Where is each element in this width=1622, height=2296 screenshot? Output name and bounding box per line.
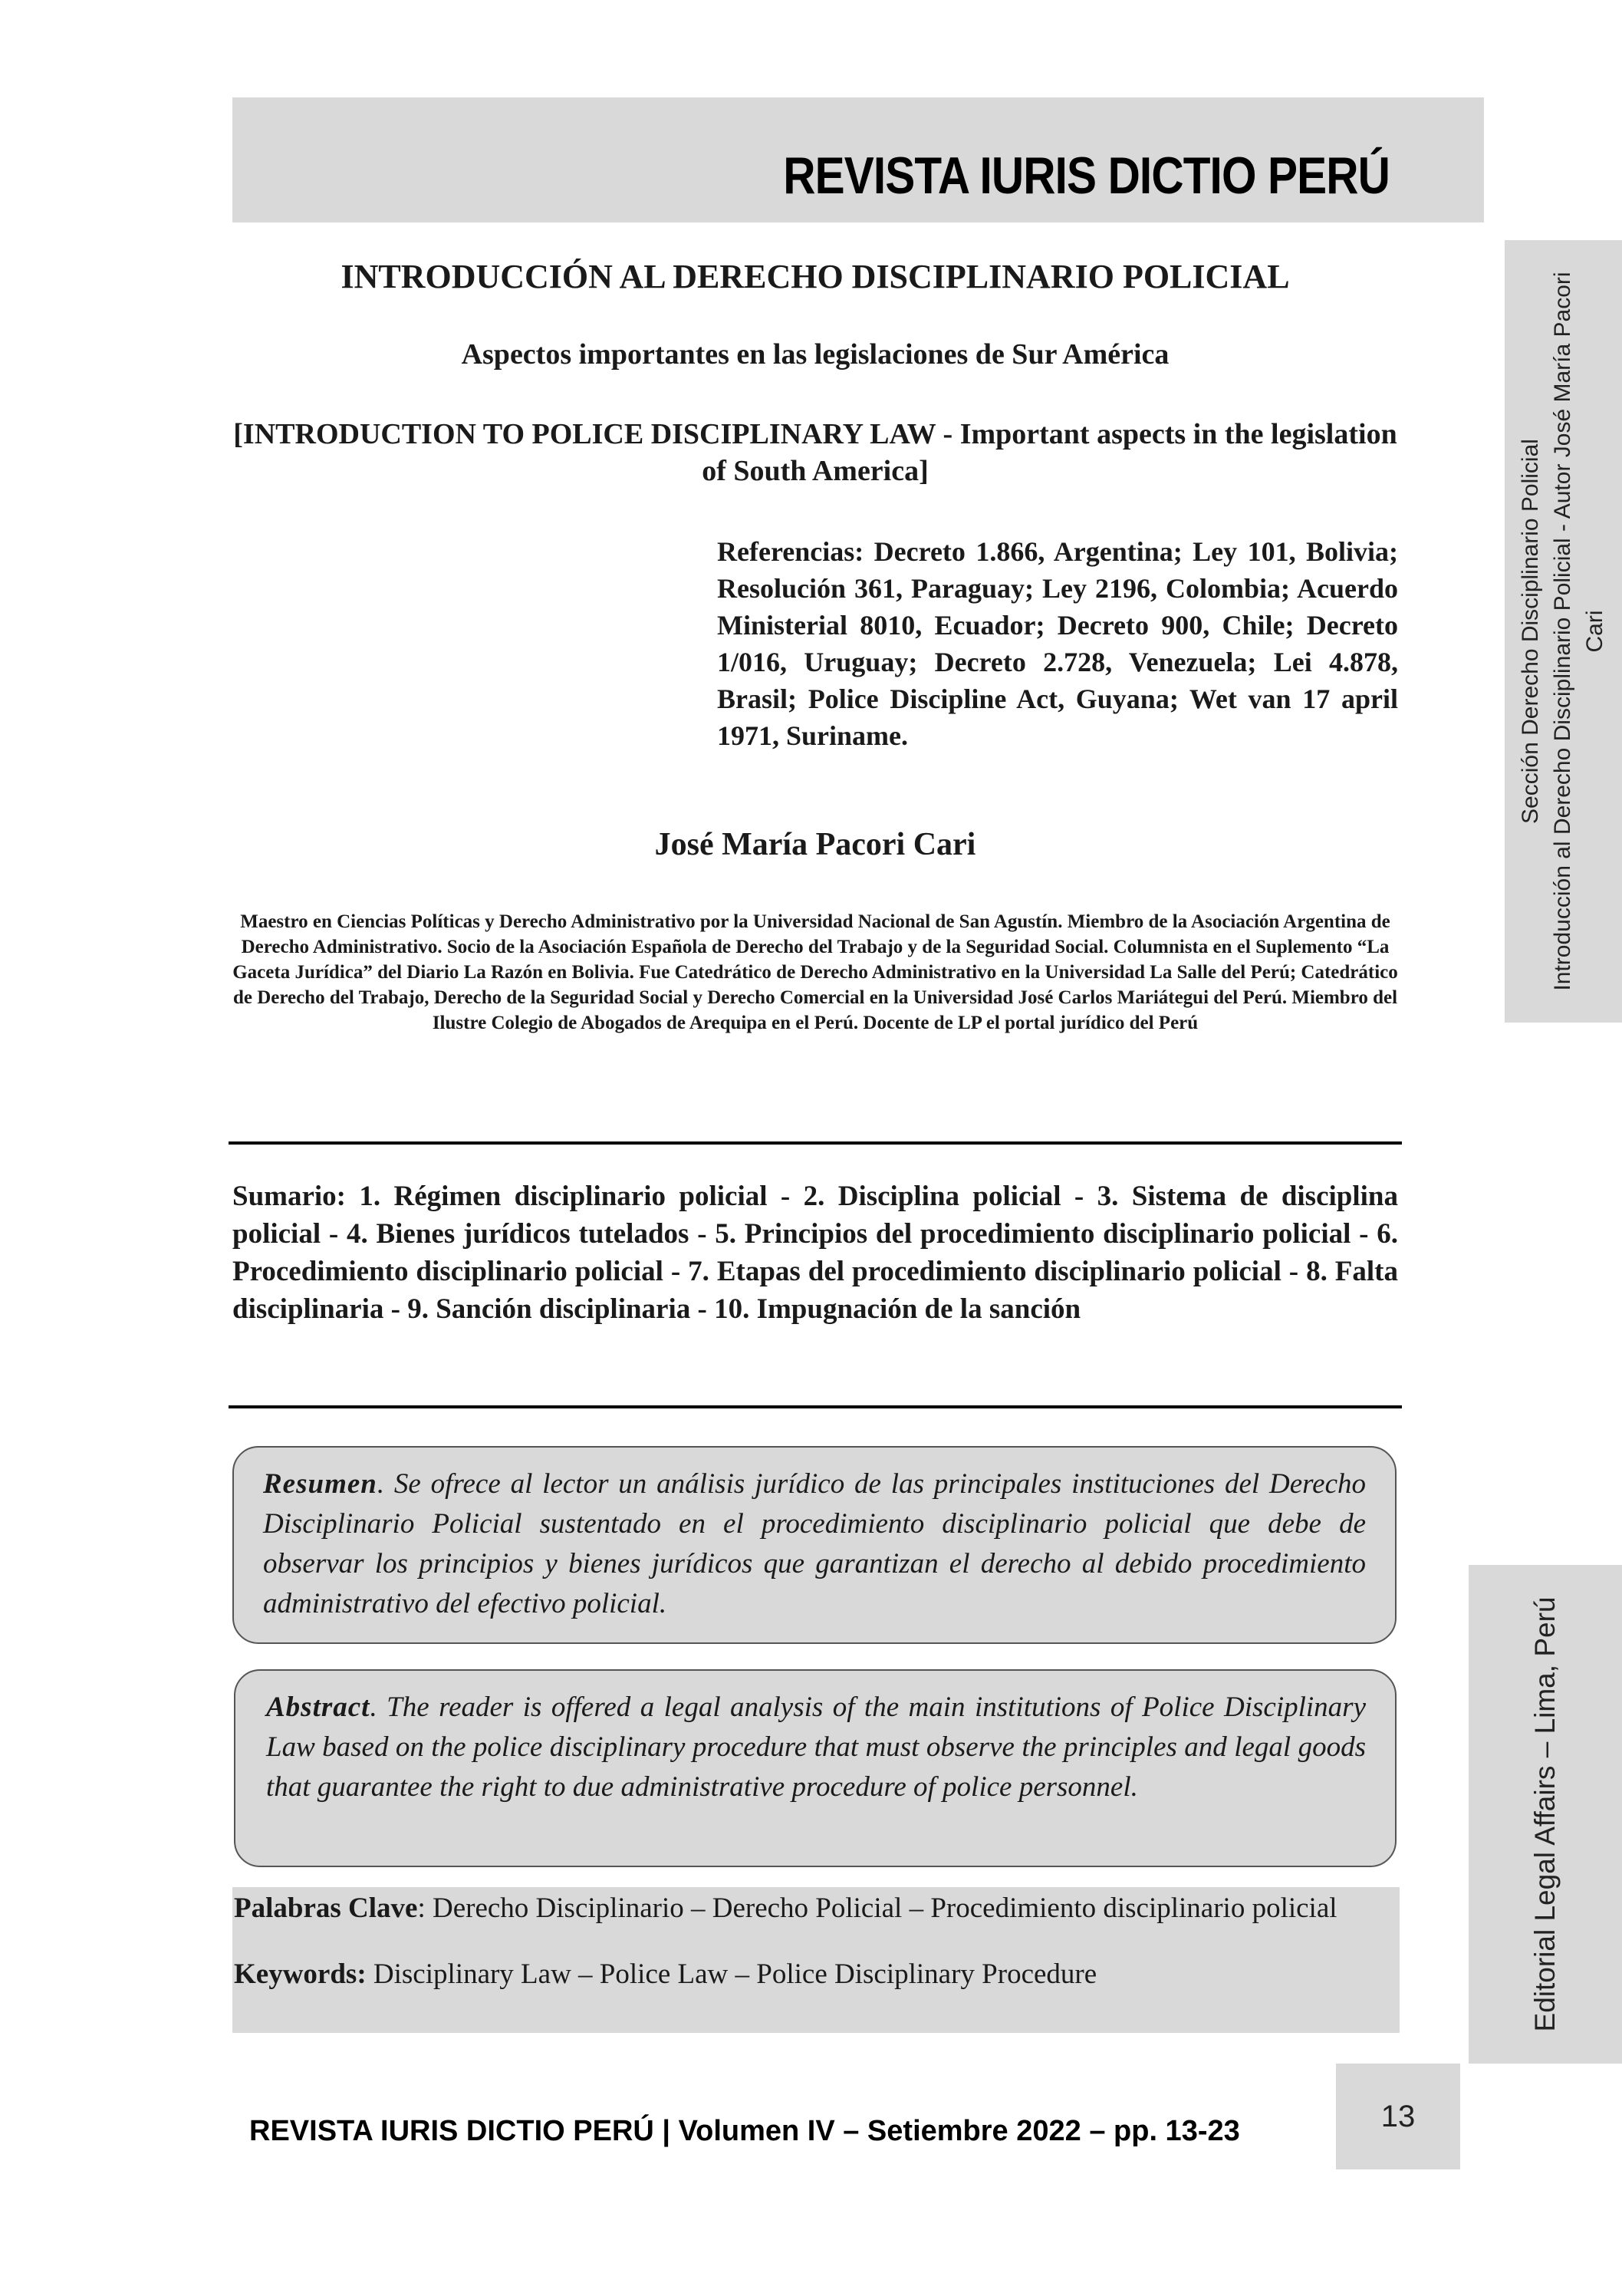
resumen-label: Resumen — [263, 1468, 377, 1500]
keywords-text: Disciplinary Law – Police Law – Police Disciplinary Procedure — [366, 1958, 1097, 1990]
page-number: 13 — [1336, 2064, 1460, 2169]
publisher-side-tab — [1469, 1565, 1622, 2064]
summary: Sumario: 1. Régimen disciplinario policial - 2. Disciplina policial - 3. Sistema de disciplina policial - 4. Bienes jurídicos tutelados - 5. Principios del procedimiento disciplinario policial - 6. Procedimiento disciplinario policial - 7. Etapas del procedimiento disciplinario policial - 8. Falta disciplinaria - 9. Sanción disciplinaria - 10. Impugnación de la sanción — [232, 1181, 1398, 1325]
resumen-text: . Se ofrece al lector un análisis jurídico de las principales instituciones del Derecho Disciplinario Policial sustentado en el procedimiento disciplinario policial que debe de observar los principios y bienes jurídicos que garantizan el derecho al debido procedimiento administrativo del efectivo policial. — [263, 1468, 1366, 1619]
abstract-text: . The reader is offered a legal analysis of the main institutions of Police Disciplinary Law based on the police disciplinary procedure that must observe the principles and legal goods that guarantee the right to due administrative procedure of police personnel. — [266, 1692, 1366, 1803]
footer-separator: | — [653, 2115, 679, 2147]
article-title: INTRODUCCIÓN AL DERECHO DISCIPLINARIO POLICIAL — [341, 258, 1290, 295]
english-title: [INTRODUCTION TO POLICE DISCIPLINARY LAW - Important aspects in the legislation of South America] — [233, 418, 1397, 487]
resumen-box — [232, 1446, 1397, 1644]
footer-issue: Volumen IV – Setiembre 2022 – pp. 13-23 — [678, 2115, 1240, 2147]
palabras-clave-text: : Derecho Disciplinario – Derecho Policial – Procedimiento disciplinario policial — [417, 1892, 1337, 1924]
footer-journal: REVISTA IURIS DICTIO PERÚ — [249, 2115, 654, 2147]
author-bio: Maestro en Ciencias Políticas y Derecho Administrativo por la Universidad Nacional de San Agustín. Miembro de la Asociación Argentina de Derecho Administrativo. Socio de la Asociación Española de Derecho del Trabajo y de la Seguridad Social. Columnista en el Suplemento “La Gaceta Jurídica” del Diario La Razón en Bolivia. Fue Catedrático de Derecho Administrativo en la Universidad La Salle del Perú; Catedrático de Derecho del Trabajo, Derecho de la Seguridad Social y Derecho Comercial en la Universidad José Carlos Mariátegui del Perú. Miembro del Ilustre Colegio de Abogados de Arequipa en el Perú. Docente de LP el portal jurídico del Perú — [232, 911, 1398, 1033]
keywords-label: Keywords: — [234, 1958, 367, 1990]
abstract-label: Abstract — [266, 1692, 370, 1723]
author-name: José María Pacori Cari — [654, 827, 976, 862]
section-side-tab-text — [1515, 248, 1611, 1015]
article-author-line: Introducción al Derecho Disciplinario Policial - Autor José María Pacori Cari — [1550, 272, 1607, 991]
divider-top — [229, 1141, 1402, 1145]
keywords — [234, 1956, 1397, 1993]
footer-citation — [249, 2115, 1323, 2148]
references: Referencias: Decreto 1.866, Argentina; Ley 101, Bolivia; Resolución 361, Paraguay; Ley 2196, Colombia; Acuerdo Ministerial 8010, Ecuador; Decreto 900, Chile; Decreto 1/016, Uruguay; Decreto 2.728, Venezuela; Lei 4.878, Brasil; Police Discipline Act, Guyana; Wet van 17 april 1971, Suriname. — [717, 536, 1398, 751]
abstract-box — [234, 1669, 1397, 1867]
palabras-clave — [234, 1890, 1397, 1927]
section-side-tab — [1505, 240, 1622, 1023]
article-subtitle: Aspectos importantes en las legislaciones de Sur América — [461, 338, 1170, 371]
keywords-box — [232, 1887, 1400, 2033]
section-name: Sección Derecho Disciplinario Policial — [1518, 439, 1543, 824]
publisher-name: Editorial Legal Affairs – Lima, Perú — [1529, 1596, 1561, 2032]
divider-bottom — [229, 1405, 1402, 1408]
journal-title: REVISTA IURIS DICTIO PERÚ — [783, 147, 1390, 205]
palabras-clave-label: Palabras Clave — [234, 1892, 418, 1924]
